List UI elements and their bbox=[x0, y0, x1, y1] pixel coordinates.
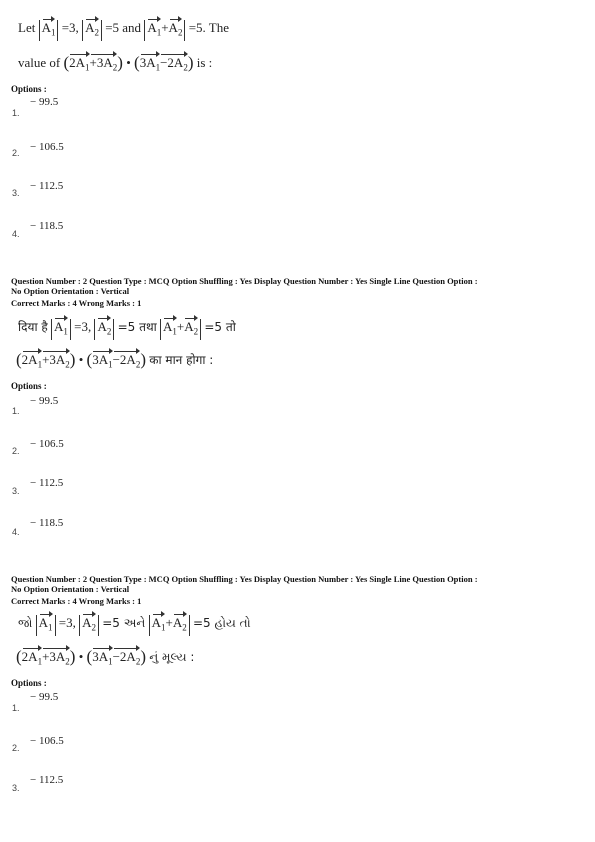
vector-a1: $A_1$ bbox=[42, 20, 56, 41]
option-number: 3. bbox=[12, 188, 20, 198]
option-value: − 99.5 bbox=[30, 96, 59, 108]
question-2-line-2: $(2A_1+3A_2)$ • $(3A_1-2A_2)$ का मान होगा : bbox=[16, 350, 214, 370]
option-value: − 99.5 bbox=[30, 691, 59, 703]
vector-a2: $A_2$ bbox=[97, 319, 111, 340]
question-header: Question Number : 2 Question Type : MCQ Option Shuffling : Yes Display Question Number : Yes Single Line Question Option : bbox=[11, 574, 478, 584]
option-value: − 118.5 bbox=[30, 517, 64, 529]
magnitude-a2 bbox=[82, 20, 102, 41]
vector-a2: $A_2$ bbox=[173, 615, 187, 636]
text-eq5-mid: =5 तथा bbox=[117, 320, 157, 334]
vector-3a2: $+3A_2$ bbox=[42, 352, 70, 370]
vector-2a2: $-2A_2$ bbox=[112, 649, 141, 667]
option-value: − 112.5 bbox=[30, 180, 64, 192]
option-value: − 106.5 bbox=[30, 438, 64, 450]
magnitude-a1 bbox=[51, 319, 71, 340]
question-3-line-1 bbox=[18, 615, 251, 636]
vector-3a2: $+3A_2$ bbox=[42, 649, 70, 667]
option-number: 3. bbox=[12, 486, 20, 496]
options-label: Options : bbox=[11, 84, 47, 94]
option-number: 1. bbox=[12, 703, 20, 713]
option-value: − 106.5 bbox=[30, 141, 64, 153]
vector-2a2: $-2A_2$ bbox=[112, 352, 141, 370]
text-eq3: =3, bbox=[61, 20, 79, 35]
text-eq5-end: =5 હોય તો bbox=[192, 616, 251, 630]
question-1-line-1 bbox=[18, 20, 229, 41]
text-eq5-mid: =5 અને bbox=[102, 616, 146, 630]
option-number: 1. bbox=[12, 108, 20, 118]
text-eq5-end: =5 तो bbox=[204, 320, 236, 334]
vector-3a2: $+3A_2$ bbox=[89, 55, 118, 73]
text-eq3: =3, bbox=[74, 319, 92, 334]
vector-2a1: $2A_1$ bbox=[69, 55, 90, 73]
marks-info: Correct Marks : 4 Wrong Marks : 1 bbox=[11, 298, 142, 308]
magnitude-sum: $A_1+A_2$ bbox=[160, 319, 201, 340]
vector-a1: $A_1$ bbox=[54, 319, 68, 340]
option-number: 1. bbox=[12, 406, 20, 416]
vector-a1: $A_1$ bbox=[152, 615, 166, 636]
option-number: 2. bbox=[12, 743, 20, 753]
options-label: Options : bbox=[11, 678, 47, 688]
question-header: No Option Orientation : Vertical bbox=[11, 286, 130, 296]
dot-operator: • bbox=[126, 55, 131, 70]
text-eq3: =3, bbox=[58, 615, 76, 630]
question-2-line-1 bbox=[18, 318, 236, 340]
text-prefix: दिया है bbox=[18, 320, 48, 334]
vector-3a1: $3A_1$ bbox=[139, 55, 161, 73]
vector-a2: $A_2$ bbox=[169, 20, 183, 41]
magnitude-sum: $A_1+A_2$ bbox=[144, 20, 185, 41]
vector-a2: $A_2$ bbox=[184, 319, 198, 340]
dot-operator: • bbox=[78, 352, 84, 367]
vector-a1: $A_1$ bbox=[147, 20, 161, 41]
magnitude-a2 bbox=[94, 319, 114, 340]
magnitude-sum: $A_1+A_2$ bbox=[149, 615, 190, 636]
magnitude-a1 bbox=[36, 615, 56, 636]
vector-a2: $A_2$ bbox=[85, 20, 99, 41]
options-label: Options : bbox=[11, 381, 47, 391]
text-suffix: નું મૂલ્ય : bbox=[149, 650, 195, 664]
question-header: No Option Orientation : Vertical bbox=[11, 584, 130, 594]
dot-operator: • bbox=[78, 649, 84, 664]
vector-3a1: $3A_1$ bbox=[92, 649, 113, 667]
option-value: − 106.5 bbox=[30, 735, 64, 747]
vector-a1: $A_1$ bbox=[163, 319, 177, 340]
marks-info: Correct Marks : 4 Wrong Marks : 1 bbox=[11, 596, 142, 606]
vector-a2: $A_2$ bbox=[82, 615, 96, 636]
option-value: − 112.5 bbox=[30, 477, 64, 489]
question-3-line-2: $(2A_1+3A_2)$ • $(3A_1-2A_2)$ નું મૂલ્ય : bbox=[16, 647, 195, 667]
question-header: Question Number : 2 Question Type : MCQ Option Shuffling : Yes Display Question Number : Yes Single Line Question Option : bbox=[11, 276, 478, 286]
option-value: − 99.5 bbox=[30, 395, 59, 407]
text-value-of: value of bbox=[18, 55, 61, 70]
question-1-line-2: value of $(2A_1+3A_2)$ • $(3A_1-2A_2)$ is : bbox=[18, 53, 213, 73]
vector-3a1: $3A_1$ bbox=[92, 352, 113, 370]
option-number: 4. bbox=[12, 229, 20, 239]
magnitude-a2 bbox=[79, 615, 99, 636]
vector-2a1: $2A_1$ bbox=[21, 352, 43, 370]
vector-2a2: $-2A_2$ bbox=[160, 55, 188, 73]
option-number: 2. bbox=[12, 446, 20, 456]
text-suffix: का मान होगा : bbox=[149, 353, 214, 367]
option-number: 3. bbox=[12, 783, 20, 793]
vector-2a1: $2A_1$ bbox=[21, 649, 43, 667]
text-sum-eq: =5. The bbox=[188, 20, 229, 35]
option-number: 4. bbox=[12, 527, 20, 537]
magnitude-a1 bbox=[39, 20, 59, 41]
option-value: − 112.5 bbox=[30, 774, 64, 786]
text-is: is : bbox=[196, 55, 213, 70]
option-number: 2. bbox=[12, 148, 20, 158]
option-value: − 118.5 bbox=[30, 220, 64, 232]
text-eq5-and: =5 and bbox=[105, 20, 142, 35]
text-let: Let bbox=[18, 20, 36, 35]
vector-a1: $A_1$ bbox=[39, 615, 53, 636]
text-prefix: જો bbox=[18, 616, 33, 630]
